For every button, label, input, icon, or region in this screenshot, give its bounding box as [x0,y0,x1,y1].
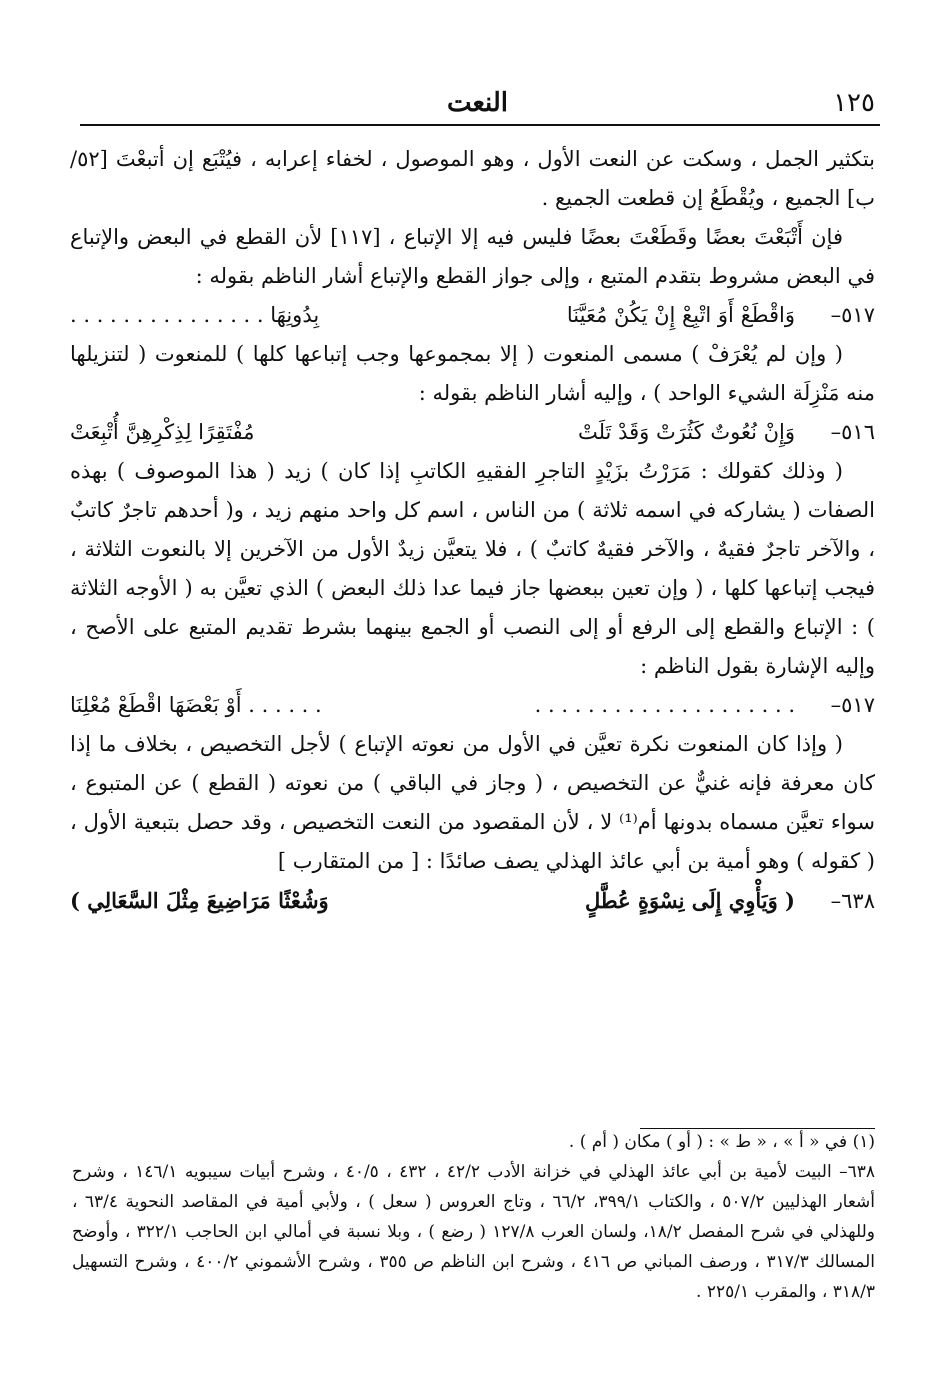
verse-second-hemistich: وَشُعْثًا مَرَاضِيعَ مِثْلَ السَّعَالِي ) [70,888,329,913]
verse-number: ٦٣٨– [830,889,875,913]
verse-first-hemistich: . . . . . . . . . . . . . . . . . . . . [534,693,795,717]
verse-line [70,296,875,335]
page-header [80,88,875,124]
footnote: (١) في « أ » ، « ط » : ( أو ) مكان ( أم ) . [568,1132,875,1152]
verse-first-hemistich: وَإِنْ نُعُوتٌ كَثُرَتْ وَقَدْ تَلَتْ [577,420,795,444]
paragraph: ( وذلك كقولك : مَرَرْتُ بزَيْدٍ التاجرِ الفقيهِ الكاتبِ إذا كان ) زيد ( هذا الموصوف ) بهذه الصفات ( يشاركه في اسمه ثلاثة ) من الناس ، اسم كل واحد منهم زيد ، و( أحدهم تاجرٌ كاتبٌ ، والآخر تاجرٌ فقيهٌ ، والآخر فقيهٌ كاتبٌ ) ، فلا يتعيَّن زيدٌ الأول من الآخرين إلا بالنعوت الثلاثة ، فيجب إتباعها كلها ، ( وإن تعين ببعضها جاز فيما عدا ذلك البعض ) الذي تعيَّن به ( الأوجه الثلاثة ) : الإتباع والقطع إلى الرفع أو إلى النصب أو الجمع بينهما بشرط تقديم المتبع على الأصح ، وإليه الإشارة بقول الناظم : [70,459,875,678]
main-text [70,140,875,921]
verse-second-hemistich: مُفْتَقِرًا لِذِكْرِهِنَّ أُتْبِعَتْ [70,420,255,444]
verse-first-hemistich: وَاقْطَعْ أَوَ اتْبِعْ إِنْ يَكُنْ مُعَيَّنَا [566,303,795,327]
running-title: النعت [446,88,509,118]
verse-number: ٥١٧– [830,693,875,717]
verse-line [70,686,875,725]
verse-first-hemistich: ( وَيَأْوِي إِلَى نِسْوَةٍ عُطَّلٍ [585,888,795,913]
verse-line [70,413,875,452]
verse-second-hemistich: . . . . . . أَوْ بَعْضَهَا اقْطَعْ مُعْلِنَا [70,693,322,717]
verse-number: ٥١٦– [830,420,875,444]
paragraph: فإن أَتْبَعْتَ بعضًا وقَطَعْتَ بعضًا فليس فيه إلا الإتباع ، [١١٧] لأن القطع في البعض والإتباع في البعض مشروط بتقدم المتبع ، وإلى جواز القطع والإتباع أشار الناظم بقوله : [70,225,875,288]
paragraph: ( وإذا كان المنعوت نكرة تعيَّن في الأول من نعوته الإتباع ) لأجل التخصيص ، بخلاف ما إذا كان معرفة فإنه غنيٌّ عن التخصيص ، ( وجاز في الباقي ) من نعوته ( القطع ) عن المتبوع ، سواء تعيَّن مسماه بدونها أم⁽¹⁾ لا ، لأن المقصود من النعت التخصيص ، وقد حصل بتبعية الأول ، ( كقوله ) وهو أمية بن أبي عائذ الهذلي يصف صائدًا : [ من المتقارب ] [70,732,875,873]
footnotes [72,1127,875,1307]
verse-line [70,881,875,921]
paragraph: بتكثير الجمل ، وسكت عن النعت الأول ، وهو الموصول ، لخفاء إعرابه ، فيُتْبَع إن أتبعْتَ [٥٢/ب] الجميع ، ويُقْطَعُ إن قطعت الجميع . [70,147,875,210]
paragraph: ( وإن لم يُعْرَفْ ) مسمى المنعوت ( إلا بمجموعها وجب إتباعها كلها ) للمنعوت ( لتنزيلها منه مَنْزِلَة الشيء الواحد ) ، وإليه أشار الناظم بقوله : [70,342,875,405]
verse-number: ٥١٧– [830,303,875,327]
page-number: ١٢٥ [833,88,875,118]
header-rule [80,124,880,126]
footnote: ٦٣٨– البيت لأمية بن أبي عائذ الهذلي في خزانة الأدب ٤٢/٢ ، ٤٣٢ ، ٤٠/٥ ، وشرح أبيات سيبويه ١٤٦/١ ، وشرح أشعار الهذليين ٥٠٧/٢ ، والكتاب ٣٩٩/١، ٦٦/٢ ، وتاج العروس ( سعل ) ، ولأبي أمية في المقاصد النحوية ٦٣/٤ ، وللهذلي في شرح المفصل ١٨/٢، ولسان العرب ١٢٧/٨ ( رضع ) ، وبلا نسبة في أمالي ابن الحاجب ٣٢٢/١ ، وأوضح المسالك ٣١٧/٣ ، ورصف المباني ص ٤١٦ ، وشرح ابن الناظم ص ٣٥٥ ، وشرح الأشموني ٤٠٠/٢ ، وشرح التسهيل ٣١٨/٣ ، والمقرب ٢٢٥/١ . [72,1162,876,1302]
verse-second-hemistich: بِدُونِهَا . . . . . . . . . . . . . . . [70,303,320,327]
